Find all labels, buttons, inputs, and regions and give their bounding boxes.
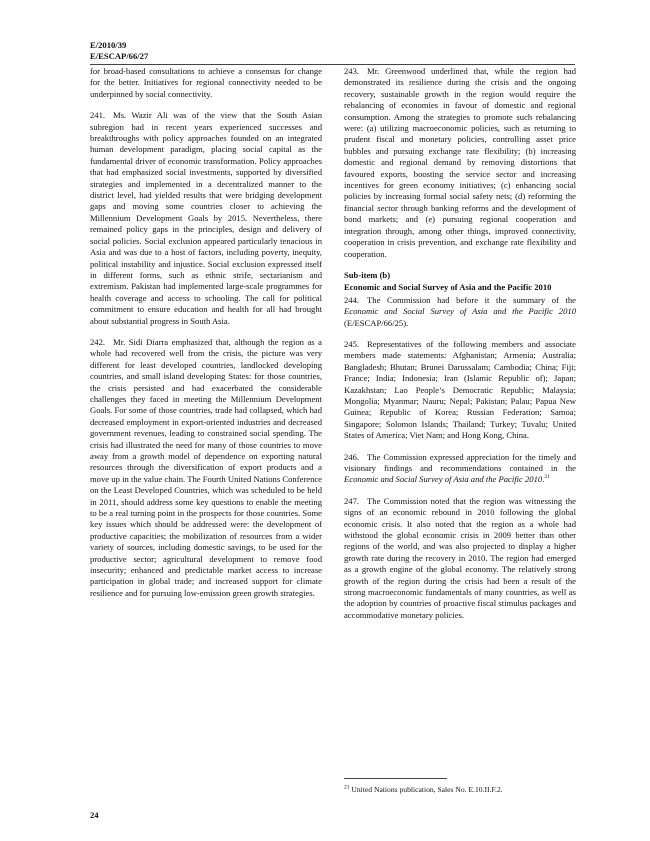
paragraph-number: 246. xyxy=(344,451,360,462)
paragraph-number: 241. xyxy=(90,110,106,121)
paragraph-text: The Commission noted that the region was witnessing the signs of an economic rebound in 2010 following the global economic crisis. It also noted that the region as a whole had withstood the global economic crisis in 2009 better than other regions of the world, and was also projected to display a higher growth rate during the recovery in 2010. The region had emerged as a growth engine of the global economy. The relatively strong growth of the region during the crisis had been a result of the strong macroeconomic fundamentals of many countries, as well as the adoption by countries of proactive fiscal stimulus packages and accommodative monetary policies. xyxy=(344,495,576,620)
page-number: 24 xyxy=(90,810,99,820)
footnote-number: 21 xyxy=(344,784,350,791)
paragraph-246: 246. The Commission expressed appreciation for the timely and visionary findings and recommendations contained in the Economic and Social Survey of Asia and the Pacific 2010.21 xyxy=(344,451,576,485)
paragraph-continuation: for broad-based consultations to achieve a consensus for change for the better. Initiatives for regional connectivity needed to be underpinned by social connectivity. xyxy=(90,66,322,99)
paragraph-243 xyxy=(344,66,576,260)
paragraph-245 xyxy=(344,339,576,442)
paragraph-number: 245. xyxy=(344,338,360,349)
paragraph-247 xyxy=(344,496,576,621)
paragraph-number: 244. xyxy=(344,294,360,305)
paragraph-text: Mr. Greenwood underlined that, while the region had demonstrated its resilience during the crisis and the ongoing recovery, sustainable growth in the region would require the rebalancing of economies in favour of domestic and regional consumption. Among the strategies to promote such rebalancing were: (a) utilizing macroeconomic policies, such as returning to prudent fiscal and monetary policies, controlling asset price bubbles and pursuing exchange rate flexibility; (b) increasing domestic and regional demand by removing distortions that favoured exports, boosting the service sector and increasing incentives for green economy initiatives; (c) enhancing social policies by increasing formal social safety nets; (d) reforming the financial sector through banking reforms and the development of bond markets; and (e) pursuing regional cooperation and integration through, among other things, improved connectivity, cooperation in crisis prevention, and exchange rate flexibility and cooperation. xyxy=(344,66,576,259)
header-rule xyxy=(90,64,575,65)
paragraph-number: 247. xyxy=(344,495,360,506)
footnote xyxy=(344,785,576,795)
paragraph-number: 242. xyxy=(90,336,106,347)
footnote-reference[interactable]: 21 xyxy=(544,474,550,481)
paragraph-number: 243. xyxy=(344,66,360,76)
publication-title: Economic and Social Survey of Asia and the Pacific 2010 xyxy=(344,474,543,485)
document-symbol-1: E/2010/39 xyxy=(90,40,127,50)
paragraph-text: Mr. Sidi Diarra emphasized that, although the region as a whole had recovered well from the crisis, the picture was very different for least developed countries, landlocked developing countries, and small island developing States: for those countries, the crisis persisted and had exacerbated the considerable challenges they faced in meeting the Millennium Development Goals. For some of those countries, trade had collapsed, which had decreased employment in export-oriented industries and decreased government revenues, leading to constrained social spending. The crisis had illustrated the need for many of those countries to move away from a growth model of dependence on exporting natural resources through the diversification of export products and a move up in the value chain. The Fourth United Nations Conference on the Least Developed Countries, which was scheduled to be held in 2011, should address some key questions to enable the meeting to be a real turning point in the prospects for those countries. Some key issues which should be addressed were: the development of productive capacities; the mobilization of resources from a wider variety of sources, including domestic savings, to be used for the productive sector; agricultural development to remove food insecurity; enhanced and predictable market access to increase participation in global trade; and increased support for climate resilience and for pursuing low-emission green growth strategies. xyxy=(90,336,322,598)
paragraph-242 xyxy=(90,337,322,599)
left-column xyxy=(90,66,322,609)
paragraph-244: 244. The Commission had before it the summary of the Economic and Social Survey of Asia and the Pacific 2010 (E/ESCAP/66/25). xyxy=(344,294,576,328)
footnote-rule xyxy=(344,778,447,779)
subitem-title: Economic and Social Survey of Asia and the Pacific 2010 xyxy=(344,282,552,293)
paragraph-text: Representatives of the following members and associate members made statements: Afghanistan; Armenia; Australia; Bangladesh; Bhutan; Brunei Darussalam; Cambodia; China; Fiji; France; India; Indonesia; Iran (Islamic Republic of); Japan; Kazakhstan; Lao People’s Democratic Republic; Malaysia; Mongolia; Myanmar; Nauru; Nepal; Pakistan; Palau; Papua New Guinea; Republic of Korea; Russian Federation; Samoa; Singapore; Solomon Islands; Thailand; Turkey; Tuvalu; United States of America; Viet Nam; and Hong Kong, China. xyxy=(344,338,576,441)
document-symbol-2: E/ESCAP/66/27 xyxy=(90,51,149,62)
publication-title: Economic and Social Survey of Asia and the Pacific 2010 xyxy=(344,306,576,317)
paragraph-text: Ms. Wazir Ali was of the view that the South Asian subregion had in recent years experienced successes and breakthroughs with policy approaches founded on an integrated human development paradigm, placing social capital as the fundamental driver of economic transformation. Policy approaches that had emphasized social investments, supported by diversified strategies and implemented in a decentralized manner to the district level, had yielded results that were bridging development gaps and moving some countries closer to achieving the Millennium Development Goals by 2015. Nevertheless, there remained policy gaps in the principles, design and delivery of social policies. Social exclusion appeared particularly tenacious in Asia and was due to a host of factors, including poverty, inequity, political instability and injustice. Social exclusion expressed itself in different forms, such as ethnic strife, sectarianism and extremism. Pakistan had implemented large-scale programmes for health coverage and access to schooling. The call for political commitment to ensure education and health for all had brought about substantial progress in South Asia. xyxy=(90,110,322,326)
subitem-label: Sub-item (b) xyxy=(344,269,391,280)
footnote-text: United Nations publication, Sales No. E.10.II.F.2. xyxy=(351,785,503,794)
paragraph-241 xyxy=(90,110,322,327)
document-symbol-header xyxy=(90,40,148,62)
right-column xyxy=(344,66,576,631)
